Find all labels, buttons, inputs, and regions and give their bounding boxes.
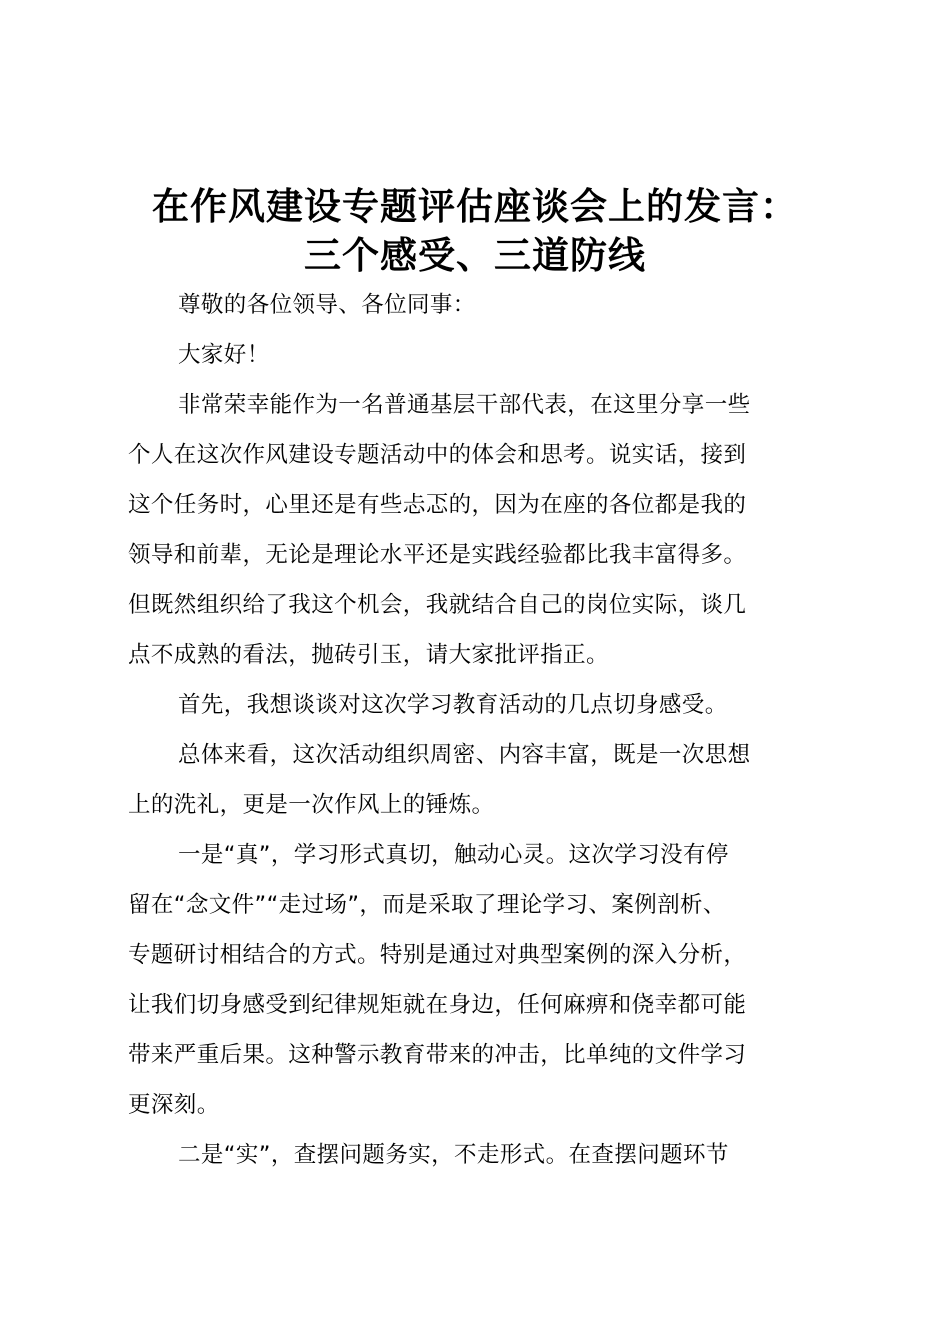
text-line: 但既然组织给了我这个机会，我就结合自己的岗位实际，谈几 (128, 592, 747, 618)
text-line: 让我们切身感受到纪律规矩就在身边，任何麻痹和侥幸都可能 (128, 992, 747, 1018)
paragraph-overall (128, 730, 834, 830)
paragraph-greeting (128, 330, 834, 380)
paragraph-point-one (128, 830, 834, 1130)
text-line: 二是“实”，查摆问题务实，不走形式。在查摆问题环节 (178, 1142, 729, 1168)
document-body (128, 280, 834, 1180)
paragraph-first (128, 680, 834, 730)
text-line: 这个任务时，心里还是有些忐忑的，因为在座的各位都是我的 (128, 492, 747, 518)
text-line: 一是“真”，学习形式真切，触动心灵。这次学习没有停 (178, 842, 729, 868)
text-line: 大家好！ (178, 342, 270, 368)
paragraph-point-two (128, 1130, 834, 1180)
text-line: 尊敬的各位领导、各位同事： (178, 292, 476, 318)
text-line: 首先，我想谈谈对这次学习教育活动的几点切身感受。 (178, 692, 728, 718)
text-line: 更深刻。 (128, 1092, 220, 1118)
text-line: 个人在这次作风建设专题活动中的体会和思考。说实话，接到 (128, 442, 747, 468)
text-line: 专题研讨相结合的方式。特别是通过对典型案例的深入分析， (128, 942, 747, 968)
document-title (0, 182, 950, 280)
text-line: 带来严重后果。这种警示教育带来的冲击，比单纯的文件学习 (128, 1042, 747, 1068)
text-line: 留在“念文件”“走过场”，而是采取了理论学习、案例剖析、 (128, 892, 726, 918)
text-line: 领导和前辈，无论是理论水平还是实践经验都比我丰富得多。 (128, 542, 747, 568)
text-line: 上的洗礼，更是一次作风上的锤炼。 (128, 792, 495, 818)
title-line-2: 三个感受、三道防线 (304, 233, 646, 277)
title-line-1: 在作风建设专题评估座谈会上的发言： (152, 184, 798, 228)
paragraph-salutation (128, 280, 834, 330)
paragraph-introduction (128, 380, 834, 680)
text-line: 点不成熟的看法，抛砖引玉，请大家批评指正。 (128, 642, 609, 668)
text-line: 非常荣幸能作为一名普通基层干部代表，在这里分享一些 (178, 392, 751, 418)
text-line: 总体来看，这次活动组织周密、内容丰富，既是一次思想 (178, 742, 751, 768)
